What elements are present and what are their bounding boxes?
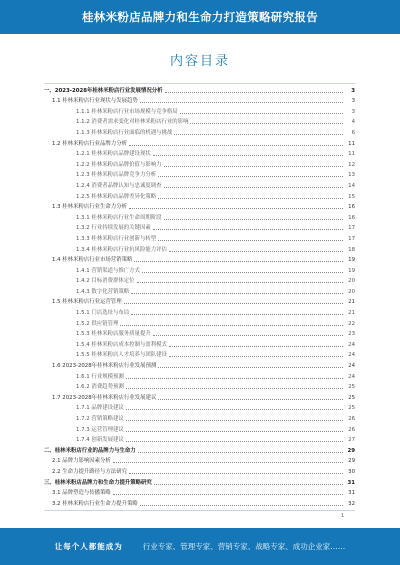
toc-leader-dots <box>137 282 343 283</box>
toc-entry[interactable] <box>44 243 355 254</box>
toc-entry-page: 20 <box>348 278 355 285</box>
toc-heading: 内容目录 <box>169 54 230 69</box>
toc-entry[interactable] <box>44 116 355 127</box>
toc-leader-dots <box>180 113 343 114</box>
footer-slogan: 让每个人都能成为 <box>54 542 123 551</box>
toc-entry[interactable] <box>44 148 355 159</box>
toc-entry-page: 13 <box>348 172 355 179</box>
toc-entry[interactable] <box>44 359 355 370</box>
toc-leader-dots <box>129 145 343 146</box>
toc-leader-dots <box>126 420 343 421</box>
toc-entry-page: 11 <box>348 151 355 158</box>
toc-entry-text: 1.5.4 桂林米粉店成本控制与盈利模式 <box>76 341 167 348</box>
toc-entry-text: 1.6.2 消费趋势预测 <box>76 384 124 391</box>
toc-leader-dots <box>169 356 343 357</box>
toc-leader-dots <box>126 441 343 442</box>
toc-leader-dots <box>131 293 343 294</box>
toc-entry-text: 3.2 桂林米粉店行业生命力提升策略 <box>52 500 138 507</box>
toc-entry[interactable] <box>44 497 355 508</box>
toc-entry[interactable] <box>44 434 355 445</box>
toc-leader-dots <box>158 399 343 400</box>
toc-entry-page: 15 <box>348 193 355 200</box>
document-footer <box>0 528 400 565</box>
toc-entry[interactable] <box>44 465 355 476</box>
toc-entry-text: 1.2 桂林米粉店行业品牌力分析 <box>52 140 127 147</box>
toc-entry-text: 1.4.2 目标消费群体定位 <box>76 278 135 285</box>
toc-leader-dots <box>140 102 343 103</box>
toc-entry-page: 31 <box>347 479 355 486</box>
toc-entry-text: 2.2 生命力提升路径与方法研究 <box>52 468 127 475</box>
toc-leader-dots <box>158 367 343 368</box>
toc-entry[interactable] <box>44 264 355 275</box>
toc-entry[interactable] <box>44 487 355 498</box>
toc-leader-dots <box>113 462 343 463</box>
toc-entry[interactable] <box>44 402 355 413</box>
toc-entry-page: 3 <box>351 98 355 105</box>
toc-entry[interactable] <box>44 349 355 360</box>
toc-entry-text: 1.5.1 门店选址与布局 <box>76 310 130 317</box>
toc-entry-text: 1.1.1 桂林米粉店行业市场规模与竞争格局 <box>76 108 178 115</box>
toc-entry-text: 一、2023-2028年桂林米粉店行业发展情况分析 <box>44 87 163 94</box>
toc-entry[interactable] <box>44 137 355 148</box>
toc-entry-page: 32 <box>348 500 355 507</box>
toc-leader-dots <box>126 388 343 389</box>
toc-entry[interactable] <box>44 201 355 212</box>
document-header <box>0 0 400 34</box>
toc-entry-text: 1.2.2 桂林米粉店品牌价值与影响力 <box>76 161 162 168</box>
toc-entry-page: 16 <box>348 204 355 211</box>
toc-leader-dots <box>164 166 343 167</box>
toc-leader-dots <box>174 134 343 135</box>
toc-entry-text: 1.3 桂林米粉店行业生命力分析 <box>52 204 127 211</box>
toc-leader-dots <box>165 92 344 93</box>
toc-entry[interactable] <box>44 84 355 95</box>
toc-entry-text: 1.4.1 营销渠道与推广方式 <box>76 267 140 274</box>
toc-entry[interactable] <box>44 285 355 296</box>
toc-leader-dots <box>129 208 343 209</box>
toc-entry-page: 30 <box>348 468 355 475</box>
table-of-contents <box>44 84 355 508</box>
toc-leader-dots <box>164 219 343 220</box>
toc-entry[interactable] <box>44 275 355 286</box>
toc-leader-dots <box>153 155 343 156</box>
toc-entry-page: 17 <box>348 235 355 242</box>
toc-entry[interactable] <box>44 169 355 180</box>
toc-entry-text: 1.7 2023-2028年桂林米粉店行业发展建议 <box>52 394 157 401</box>
footer-tagline: 行业专家、管理专家、营销专家、战略专家、成功企业家…… <box>142 542 346 551</box>
toc-entry-text: 1.5.2 供应链管理 <box>76 320 119 327</box>
toc-entry-page: 22 <box>348 320 355 327</box>
toc-entry-page: 14 <box>348 182 355 189</box>
toc-entry-page: 20 <box>348 288 355 295</box>
toc-entry[interactable] <box>44 412 355 423</box>
toc-entry-page: 24 <box>348 341 355 348</box>
toc-entry-text: 1.3.2 行业持续发展的关键因素 <box>76 225 151 232</box>
toc-entry-page: 24 <box>348 363 355 370</box>
toc-entry-page: 25 <box>348 394 355 401</box>
toc-leader-dots <box>169 251 343 252</box>
toc-entry-page: 25 <box>348 384 355 391</box>
toc-entry[interactable] <box>44 381 355 392</box>
toc-entry[interactable] <box>44 317 355 328</box>
toc-entry-page: 11 <box>348 140 355 147</box>
toc-leader-dots <box>134 261 343 262</box>
toc-leader-dots <box>126 378 343 379</box>
toc-leader-dots <box>158 176 343 177</box>
toc-entry-text: 1.4 桂林米粉店行业市场营销策略 <box>52 257 133 264</box>
toc-entry[interactable] <box>44 95 355 106</box>
toc-entry-page: 21 <box>348 310 355 317</box>
page-number: 1 <box>341 513 345 519</box>
toc-entry-text: 1.7.1 品牌建设建议 <box>76 405 124 412</box>
toc-entry-text: 1.7.3 运营管理建议 <box>76 426 124 433</box>
toc-entry[interactable] <box>44 254 355 265</box>
toc-entry[interactable] <box>44 476 355 487</box>
toc-entry[interactable] <box>44 179 355 190</box>
toc-entry[interactable] <box>44 158 355 169</box>
toc-leader-dots <box>154 484 343 485</box>
toc-entry-page: 25 <box>348 405 355 412</box>
toc-leader-dots <box>153 335 343 336</box>
toc-entry-text: 1.5.5 桂林米粉店人才培养与团队建设 <box>76 352 167 359</box>
toc-entry[interactable] <box>44 190 355 201</box>
toc-entry[interactable] <box>44 306 355 317</box>
toc-leader-dots <box>113 494 343 495</box>
toc-entry-page: 6 <box>351 129 355 136</box>
toc-entry-text: 1.2.5 桂林米粉店品牌差异化策略 <box>76 193 157 200</box>
toc-entry-text: 1.7.2 营销策略建议 <box>76 416 124 422</box>
toc-bottom-rule <box>44 510 355 511</box>
toc-entry[interactable] <box>44 423 355 434</box>
toc-entry-text: 2.1 品牌力影响因素分析 <box>52 458 111 465</box>
toc-entry-page: 26 <box>348 416 355 422</box>
toc-entry-page: 17 <box>348 225 355 232</box>
toc-entry-page: 19 <box>348 267 355 274</box>
toc-leader-dots <box>138 452 343 453</box>
toc-entry-page: 18 <box>348 246 355 253</box>
toc-leader-dots <box>164 187 343 188</box>
toc-entry-page: 24 <box>348 373 355 380</box>
toc-leader-dots <box>158 198 343 199</box>
toc-entry[interactable] <box>44 222 355 233</box>
toc-entry-text: 1.2.1 桂林米粉店品牌建设现状 <box>76 151 151 158</box>
toc-entry[interactable] <box>44 296 355 307</box>
toc-leader-dots <box>140 505 343 506</box>
toc-leader-dots <box>142 272 343 273</box>
toc-entry-text: 1.5.3 桂林米粉店服务质量提升 <box>76 331 151 338</box>
toc-leader-dots <box>158 240 343 241</box>
toc-entry[interactable] <box>44 391 355 402</box>
toc-entry-page: 4 <box>351 119 355 126</box>
toc-entry-page: 3 <box>351 87 355 94</box>
toc-entry-page: 24 <box>348 352 355 359</box>
toc-entry-text: 1.6.1 行业规模预测 <box>76 373 124 380</box>
toc-entry-page: 3 <box>351 108 355 115</box>
toc-entry-page: 16 <box>348 214 355 221</box>
toc-entry[interactable] <box>44 370 355 381</box>
toc-entry-text: 1.5 桂林米粉店行业运营管理 <box>52 299 122 306</box>
toc-entry-page: 29 <box>347 447 355 454</box>
toc-entry-page: 23 <box>348 331 355 338</box>
toc-leader-dots <box>129 473 343 474</box>
toc-entry-text: 二、桂林米粉店行业的品牌力与生命力 <box>44 447 136 454</box>
toc-entry[interactable] <box>44 328 355 339</box>
toc-entry-text: 1.6 2023-2028年桂林米粉店行业发展预测 <box>52 363 157 370</box>
toc-entry-text: 1.3.3 桂林米粉店行业创新与转型 <box>76 235 157 242</box>
toc-leader-dots <box>126 431 343 432</box>
toc-leader-dots <box>169 346 343 347</box>
toc-entry-text: 3.1 品牌塑造与传播策略 <box>52 490 111 497</box>
toc-entry[interactable] <box>44 126 355 137</box>
toc-entry-page: 21 <box>348 299 355 306</box>
toc-entry-text: 1.1 桂林米粉店行业现状与发展趋势 <box>52 98 138 105</box>
toc-entry-text: 1.3.1 桂林米粉店行业生命周期阶段 <box>76 214 162 221</box>
toc-entry-text: 1.2.4 消费者品牌认知与忠诚度调查 <box>76 182 162 189</box>
toc-entry[interactable] <box>44 444 355 455</box>
toc-entry-text: 1.2.3 桂林米粉店品牌竞争力分析 <box>76 172 157 179</box>
toc-entry-text: 1.7.4 创新发展建议 <box>76 437 124 444</box>
toc-leader-dots <box>190 123 343 124</box>
toc-entry-text: 1.3.4 桂林米粉店行业抗风险能力评估 <box>76 246 167 253</box>
toc-entry[interactable] <box>44 211 355 222</box>
toc-entry[interactable] <box>44 105 355 116</box>
toc-entry-page: 31 <box>348 490 355 497</box>
toc-entry-page: 19 <box>348 257 355 264</box>
toc-leader-dots <box>124 303 343 304</box>
toc-entry[interactable] <box>44 232 355 243</box>
toc-entry[interactable] <box>44 338 355 349</box>
toc-entry-page: 27 <box>348 437 355 444</box>
toc-leader-dots <box>153 229 343 230</box>
toc-entry-text: 1.1.3 桂林米粉店行业面临的机遇与挑战 <box>76 129 173 136</box>
toc-leader-dots <box>131 314 343 315</box>
toc-leader-dots <box>120 325 343 326</box>
toc-entry-text: 1.1.2 消费者需求变化对桂林米粉店行业的影响 <box>76 119 189 126</box>
document-title: 桂林米粉店品牌力和生命力打造策略研究报告 <box>82 10 318 24</box>
toc-entry-text: 1.4.3 数字化营销策略 <box>76 288 130 295</box>
toc-entry-text: 三、桂林米粉店品牌力和生命力提升策略研究 <box>44 479 152 486</box>
toc-entry-page: 29 <box>348 458 355 465</box>
toc-entry[interactable] <box>44 455 355 466</box>
toc-entry-page: 26 <box>348 426 355 433</box>
toc-leader-dots <box>126 409 343 410</box>
toc-entry-page: 12 <box>348 161 355 168</box>
